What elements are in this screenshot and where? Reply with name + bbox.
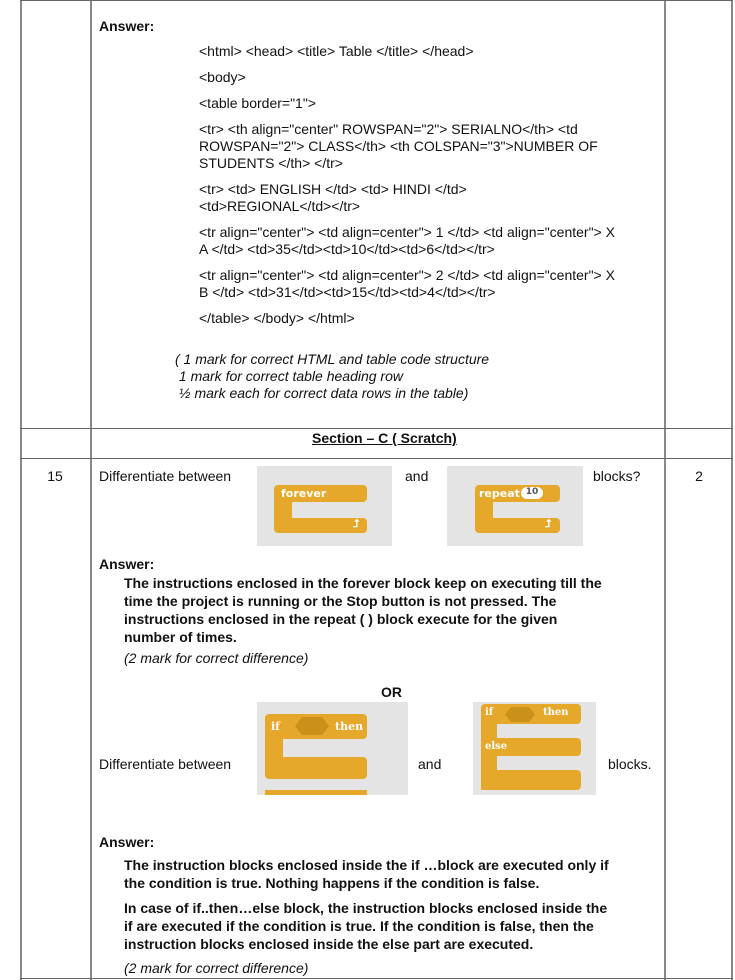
answer-label: Answer: [99,556,155,572]
alt-answer-para1 [124,856,669,892]
code-line: <tr> <th align="center" ROWSPAN="2"> SERIALNO</th> <td [199,121,578,137]
loop-arrow-icon: ⮥ [545,518,552,530]
answer-text [124,574,664,646]
answer-line: In case of if..then…else block, the instruction blocks enclosed inside the [124,900,608,916]
forever-label: forever [281,487,327,500]
code-line: A </td> <td>35</td><td>10</td><td>6</td></tr> [199,241,495,257]
repeat-count: 10 [521,487,543,499]
answer-line: number of times. [124,629,237,645]
table-border-col1 [90,0,92,980]
or-label: OR [381,684,402,700]
code-line: <tr> <td> ENGLISH </td> <td> HINDI </td> [199,181,467,197]
else-label: else [485,741,508,752]
if-label: if [485,707,494,718]
marking-scheme [175,351,489,402]
code-line: <html> <head> <title> Table </title> </head> [199,43,474,59]
forever-block-image [257,466,392,546]
code-line: STUDENTS </th> </tr> [199,155,343,171]
section-title: Section – C ( Scratch) [312,430,457,446]
loop-arrow-icon: ⮥ [353,518,360,530]
alt-answer-para2 [124,899,669,953]
question-prompt-suffix: blocks? [593,468,641,484]
answer-label: Answer: [99,834,155,850]
answer-label: Answer: [99,18,155,34]
table-border-col2 [664,0,666,980]
question-marks: 2 [695,468,703,484]
then-label: then [543,707,569,718]
marking-line: ½ mark each for correct data rows in the table) [175,385,469,401]
condition-slot [505,707,535,722]
alt-prompt-suffix: blocks. [608,756,652,772]
html-code-block [199,43,659,327]
answer-line: The instructions enclosed in the forever block keep on executing till the [124,575,602,591]
table-bottom-border [20,978,733,979]
answer-line: if are executed if the condition is true. If the condition is false, then the [124,918,594,934]
condition-slot [295,717,329,735]
code-line: <body> [199,69,246,85]
table-border-left [20,0,22,980]
marking-note: (2 mark for correct difference) [124,650,309,666]
code-line: </table> </body> </html> [199,310,355,326]
code-line: <tr align="center"> <td align=center"> 1 </td> <td align="center"> X [199,224,615,240]
table-top-border [20,0,733,1]
if-then-block-image [257,702,408,795]
q15-row-top-border [20,458,733,459]
section-row-top-border [20,428,733,429]
code-line: ROWSPAN="2"> CLASS</th> <th COLSPAN="3">NUMBER OF [199,138,598,154]
marking-note: (2 mark for correct difference) [124,960,309,976]
if-then-else-block-image [473,702,596,795]
table-border-right [731,0,733,980]
question-prompt-and: and [405,468,429,484]
alt-prompt-and: and [418,756,442,772]
answer-line: instructions enclosed in the repeat ( ) block execute for the given [124,611,558,627]
question-number: 15 [47,468,63,484]
answer-line: the condition is true. Nothing happens if the condition is false. [124,875,540,891]
code-line: <table border="1"> [199,95,316,111]
repeat-block-image [447,466,583,546]
repeat-label: repeat [479,487,520,500]
answer-line: time the project is running or the Stop button is not pressed. The [124,593,557,609]
alt-prompt-prefix: Differentiate between [99,756,232,772]
if-label: if [271,720,280,733]
code-line: <td>REGIONAL</td></tr> [199,198,361,214]
answer-line: The instruction blocks enclosed inside the if …block are executed only if [124,857,609,873]
marking-line: 1 mark for correct table heading row [175,368,403,384]
then-label: then [335,720,364,733]
code-line: <tr align="center"> <td align=center"> 2 </td> <td align="center"> X [199,267,615,283]
question-prompt-prefix: Differentiate between [99,468,232,484]
code-line: B </td> <td>31</td><td>15</td><td>4</td></tr> [199,284,496,300]
marking-line: ( 1 mark for correct HTML and table code structure [175,351,490,367]
answer-line: instruction blocks enclosed inside the else part are executed. [124,936,534,952]
